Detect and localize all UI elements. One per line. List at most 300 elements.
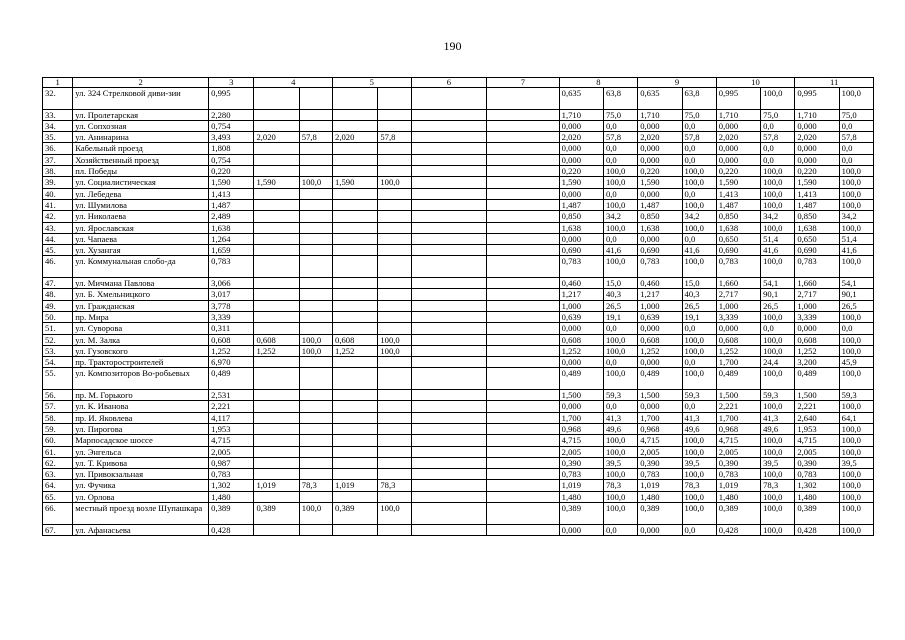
cell-col4-value <box>254 457 299 468</box>
cell-col9-percent: 26,5 <box>682 300 716 311</box>
cell-col8-percent: 100,0 <box>603 199 637 210</box>
cell-col9-value: 2,020 <box>638 132 682 143</box>
cell-col10-value: 1,413 <box>716 188 760 199</box>
cell-col8-value: 0,690 <box>559 245 603 256</box>
cell-col9-percent: 0,0 <box>682 233 716 244</box>
row-number: 42. <box>43 211 73 222</box>
cell-col11-percent: 100,0 <box>839 311 873 322</box>
column-number: 10 <box>716 78 795 88</box>
column-number: 8 <box>559 78 638 88</box>
cell-col8-value: 1,710 <box>559 109 603 120</box>
column-number: 3 <box>209 78 254 88</box>
street-name: ул. М. Залка <box>73 334 209 345</box>
row-number: 44. <box>43 233 73 244</box>
cell-col4-value <box>254 120 299 131</box>
cell-col9-percent: 0,0 <box>682 188 716 199</box>
cell-col10-percent: 100,0 <box>761 222 795 233</box>
cell-col5-value <box>333 300 378 311</box>
cell-col9-value: 0,460 <box>638 278 682 289</box>
cell-col9-percent: 100,0 <box>682 368 716 390</box>
cell-col4-value <box>254 368 299 390</box>
cell-col10-percent: 100,0 <box>761 188 795 199</box>
cell-col4-percent: 100,0 <box>299 502 332 524</box>
cell-col4-value <box>254 524 299 535</box>
cell-col10-percent: 34,2 <box>761 211 795 222</box>
cell-col6 <box>411 143 487 154</box>
cell-col10-value: 1,700 <box>716 412 760 423</box>
cell-col9-percent: 39,5 <box>682 457 716 468</box>
cell-col11-percent: 39,5 <box>839 457 873 468</box>
cell-col7 <box>487 199 560 210</box>
cell-col5-percent <box>378 524 411 535</box>
table-row <box>43 334 874 345</box>
row-number: 62. <box>43 457 73 468</box>
row-number: 48. <box>43 289 73 300</box>
cell-col7 <box>487 480 560 491</box>
cell-col11-percent: 100,0 <box>839 222 873 233</box>
row-number: 46. <box>43 256 73 278</box>
cell-col7 <box>487 300 560 311</box>
table-row <box>43 154 874 165</box>
cell-col5-value <box>333 245 378 256</box>
street-name: ул. Т. Кривова <box>73 457 209 468</box>
cell-col5-value <box>333 222 378 233</box>
cell-col8-percent: 0,0 <box>603 154 637 165</box>
cell-col7 <box>487 143 560 154</box>
cell-col9-value: 0,000 <box>638 524 682 535</box>
street-name: ул. Суворова <box>73 323 209 334</box>
cell-col8-value: 0,390 <box>559 457 603 468</box>
cell-col8-percent: 0,0 <box>603 143 637 154</box>
cell-col8-percent: 63,8 <box>603 88 637 110</box>
cell-col8-percent: 19,1 <box>603 311 637 322</box>
cell-col7 <box>487 166 560 177</box>
cell-col8-value: 2,020 <box>559 132 603 143</box>
cell-col6 <box>411 323 487 334</box>
cell-col5-value <box>333 120 378 131</box>
cell-col4-value <box>254 233 299 244</box>
cell-col10-percent: 100,0 <box>761 435 795 446</box>
cell-col5-percent <box>378 154 411 165</box>
cell-col3: 0,754 <box>209 154 254 165</box>
cell-col5-value <box>333 109 378 120</box>
cell-col8-value: 1,019 <box>559 480 603 491</box>
cell-col10-percent: 100,0 <box>761 401 795 412</box>
cell-col7 <box>487 177 560 188</box>
cell-col10-value: 0,000 <box>716 323 760 334</box>
cell-col4-percent <box>299 423 332 434</box>
cell-col5-value <box>333 256 378 278</box>
cell-col4-percent: 78,3 <box>299 480 332 491</box>
cell-col5-value <box>333 143 378 154</box>
cell-col3: 2,489 <box>209 211 254 222</box>
cell-col8-value: 0,000 <box>559 154 603 165</box>
cell-col8-percent: 49,6 <box>603 423 637 434</box>
cell-col8-value: 1,487 <box>559 199 603 210</box>
cell-col10-value: 3,339 <box>716 311 760 322</box>
cell-col7 <box>487 109 560 120</box>
table-row <box>43 457 874 468</box>
cell-col5-value <box>333 457 378 468</box>
cell-col4-value: 1,019 <box>254 480 299 491</box>
cell-col9-percent: 100,0 <box>682 334 716 345</box>
cell-col11-percent: 100,0 <box>839 256 873 278</box>
cell-col9-value: 1,500 <box>638 390 682 401</box>
cell-col8-percent: 78,3 <box>603 480 637 491</box>
cell-col6 <box>411 154 487 165</box>
cell-col10-percent: 41,3 <box>761 412 795 423</box>
cell-col11-value: 0,850 <box>795 211 839 222</box>
table-row <box>43 245 874 256</box>
row-number: 60. <box>43 435 73 446</box>
cell-col7 <box>487 401 560 412</box>
cell-col5-percent <box>378 401 411 412</box>
cell-col7 <box>487 334 560 345</box>
cell-col11-percent: 41,6 <box>839 245 873 256</box>
cell-col11-value: 0,783 <box>795 256 839 278</box>
table-body <box>43 88 874 536</box>
row-number: 38. <box>43 166 73 177</box>
cell-col9-percent: 15,0 <box>682 278 716 289</box>
street-name: ул. Социалистическая <box>73 177 209 188</box>
cell-col4-percent <box>299 390 332 401</box>
cell-col4-percent <box>299 166 332 177</box>
cell-col11-percent: 100,0 <box>839 166 873 177</box>
cell-col9-percent: 100,0 <box>682 256 716 278</box>
cell-col11-value: 1,480 <box>795 491 839 502</box>
cell-col11-percent: 64,1 <box>839 412 873 423</box>
cell-col6 <box>411 177 487 188</box>
cell-col10-percent: 100,0 <box>761 256 795 278</box>
cell-col5-value <box>333 188 378 199</box>
cell-col5-percent <box>378 390 411 401</box>
cell-col10-value: 1,710 <box>716 109 760 120</box>
cell-col4-percent <box>299 446 332 457</box>
cell-col6 <box>411 469 487 480</box>
cell-col8-value: 0,000 <box>559 233 603 244</box>
cell-col4-percent <box>299 211 332 222</box>
cell-col11-value: 1,660 <box>795 278 839 289</box>
cell-col8-value: 0,783 <box>559 469 603 480</box>
cell-col4-value <box>254 256 299 278</box>
cell-col5-value <box>333 412 378 423</box>
cell-col7 <box>487 289 560 300</box>
cell-col11-percent: 100,0 <box>839 435 873 446</box>
cell-col8-percent: 100,0 <box>603 368 637 390</box>
cell-col6 <box>411 457 487 468</box>
cell-col6 <box>411 491 487 502</box>
row-number: 63. <box>43 469 73 480</box>
cell-col4-value <box>254 199 299 210</box>
cell-col9-percent: 100,0 <box>682 199 716 210</box>
street-name: ул. Пирогова <box>73 423 209 434</box>
cell-col3: 6,970 <box>209 357 254 368</box>
cell-col8-percent: 100,0 <box>603 256 637 278</box>
cell-col10-value: 0,000 <box>716 120 760 131</box>
cell-col3: 0,489 <box>209 368 254 390</box>
cell-col11-percent: 90,1 <box>839 289 873 300</box>
cell-col5-value <box>333 233 378 244</box>
cell-col7 <box>487 457 560 468</box>
cell-col3: 1,953 <box>209 423 254 434</box>
cell-col8-value: 0,000 <box>559 323 603 334</box>
cell-col11-value: 0,650 <box>795 233 839 244</box>
cell-col11-value: 1,413 <box>795 188 839 199</box>
cell-col10-value: 0,389 <box>716 502 760 524</box>
cell-col3: 0,220 <box>209 166 254 177</box>
cell-col9-value: 0,783 <box>638 469 682 480</box>
cell-col3: 1,638 <box>209 222 254 233</box>
cell-col10-value: 0,428 <box>716 524 760 535</box>
cell-col4-value <box>254 446 299 457</box>
cell-col4-percent <box>299 256 332 278</box>
table-row <box>43 211 874 222</box>
cell-col8-value: 2,005 <box>559 446 603 457</box>
cell-col9-value: 0,608 <box>638 334 682 345</box>
cell-col7 <box>487 435 560 446</box>
cell-col6 <box>411 278 487 289</box>
cell-col11-value: 0,220 <box>795 166 839 177</box>
cell-col9-value: 0,783 <box>638 256 682 278</box>
cell-col8-value: 0,783 <box>559 256 603 278</box>
cell-col11-value: 0,000 <box>795 120 839 131</box>
cell-col11-percent: 100,0 <box>839 524 873 535</box>
row-number: 45. <box>43 245 73 256</box>
cell-col10-percent: 57,8 <box>761 132 795 143</box>
table-row <box>43 188 874 199</box>
cell-col8-percent: 100,0 <box>603 177 637 188</box>
cell-col4-value: 1,252 <box>254 345 299 356</box>
table-row <box>43 199 874 210</box>
cell-col9-value: 1,638 <box>638 222 682 233</box>
cell-col5-percent <box>378 256 411 278</box>
cell-col5-value <box>333 88 378 110</box>
table-row <box>43 446 874 457</box>
cell-col10-value: 0,000 <box>716 143 760 154</box>
street-name: пл. Победы <box>73 166 209 177</box>
cell-col9-percent: 75,0 <box>682 109 716 120</box>
cell-col8-percent: 100,0 <box>603 469 637 480</box>
cell-col4-percent <box>299 357 332 368</box>
cell-col11-percent: 100,0 <box>839 345 873 356</box>
cell-col11-percent: 100,0 <box>839 368 873 390</box>
cell-col9-percent: 100,0 <box>682 166 716 177</box>
cell-col5-value <box>333 289 378 300</box>
cell-col9-percent: 0,0 <box>682 323 716 334</box>
cell-col10-percent: 100,0 <box>761 524 795 535</box>
cell-col9-value: 1,019 <box>638 480 682 491</box>
row-number: 41. <box>43 199 73 210</box>
column-number: 11 <box>795 78 874 88</box>
cell-col10-percent: 100,0 <box>761 166 795 177</box>
cell-col10-percent: 54,1 <box>761 278 795 289</box>
row-number: 51. <box>43 323 73 334</box>
cell-col10-value: 0,220 <box>716 166 760 177</box>
street-name: ул. Гузовского <box>73 345 209 356</box>
cell-col10-value: 0,390 <box>716 457 760 468</box>
row-number: 57. <box>43 401 73 412</box>
row-number: 55. <box>43 368 73 390</box>
cell-col8-percent: 0,0 <box>603 188 637 199</box>
cell-col4-percent <box>299 154 332 165</box>
cell-col11-percent: 100,0 <box>839 423 873 434</box>
cell-col9-value: 0,000 <box>638 188 682 199</box>
cell-col11-percent: 100,0 <box>839 199 873 210</box>
cell-col5-percent: 100,0 <box>378 334 411 345</box>
cell-col5-percent <box>378 311 411 322</box>
cell-col10-percent: 41,6 <box>761 245 795 256</box>
cell-col8-percent: 59,3 <box>603 390 637 401</box>
cell-col11-percent: 34,2 <box>839 211 873 222</box>
cell-col3: 1,480 <box>209 491 254 502</box>
cell-col7 <box>487 245 560 256</box>
row-number: 66. <box>43 502 73 524</box>
cell-col4-percent <box>299 412 332 423</box>
row-number: 34. <box>43 120 73 131</box>
cell-col9-value: 4,715 <box>638 435 682 446</box>
cell-col9-value: 0,639 <box>638 311 682 322</box>
cell-col3: 1,487 <box>209 199 254 210</box>
cell-col11-value: 0,608 <box>795 334 839 345</box>
cell-col4-value <box>254 469 299 480</box>
cell-col5-percent <box>378 199 411 210</box>
cell-col10-percent: 0,0 <box>761 143 795 154</box>
cell-col11-percent: 100,0 <box>839 480 873 491</box>
cell-col8-value: 0,489 <box>559 368 603 390</box>
cell-col9-value: 0,390 <box>638 457 682 468</box>
cell-col3: 3,339 <box>209 311 254 322</box>
cell-col5-percent <box>378 435 411 446</box>
cell-col8-value: 0,000 <box>559 143 603 154</box>
cell-col6 <box>411 199 487 210</box>
cell-col10-percent: 100,0 <box>761 368 795 390</box>
cell-col10-percent: 100,0 <box>761 199 795 210</box>
cell-col9-percent: 0,0 <box>682 357 716 368</box>
cell-col3: 1,590 <box>209 177 254 188</box>
row-number: 40. <box>43 188 73 199</box>
cell-col10-value: 0,690 <box>716 245 760 256</box>
cell-col8-value: 1,217 <box>559 289 603 300</box>
cell-col8-percent: 100,0 <box>603 345 637 356</box>
cell-col5-value <box>333 390 378 401</box>
cell-col5-percent: 57,8 <box>378 132 411 143</box>
cell-col9-value: 0,635 <box>638 88 682 110</box>
cell-col10-value: 1,590 <box>716 177 760 188</box>
cell-col9-value: 1,252 <box>638 345 682 356</box>
cell-col7 <box>487 278 560 289</box>
cell-col8-value: 1,700 <box>559 412 603 423</box>
cell-col11-value: 0,000 <box>795 323 839 334</box>
cell-col8-value: 1,638 <box>559 222 603 233</box>
cell-col11-value: 1,487 <box>795 199 839 210</box>
cell-col4-value: 0,608 <box>254 334 299 345</box>
cell-col5-value <box>333 211 378 222</box>
street-name: пр. Тракторостроителей <box>73 357 209 368</box>
cell-col8-percent: 75,0 <box>603 109 637 120</box>
cell-col5-value <box>333 357 378 368</box>
cell-col6 <box>411 289 487 300</box>
cell-col10-percent: 100,0 <box>761 334 795 345</box>
cell-col8-value: 0,000 <box>559 357 603 368</box>
cell-col4-value <box>254 166 299 177</box>
cell-col9-percent: 0,0 <box>682 524 716 535</box>
street-name: ул. Чапаева <box>73 233 209 244</box>
cell-col3: 3,017 <box>209 289 254 300</box>
street-name: пр. М. Горького <box>73 390 209 401</box>
cell-col6 <box>411 311 487 322</box>
cell-col4-percent <box>299 469 332 480</box>
cell-col9-value: 0,000 <box>638 401 682 412</box>
cell-col11-value: 1,710 <box>795 109 839 120</box>
cell-col7 <box>487 524 560 535</box>
cell-col8-value: 0,968 <box>559 423 603 434</box>
cell-col3: 0,783 <box>209 256 254 278</box>
street-name: ул. 324 Стрелковой диви-зии <box>73 88 209 110</box>
cell-col11-value: 0,690 <box>795 245 839 256</box>
row-number: 37. <box>43 154 73 165</box>
cell-col6 <box>411 222 487 233</box>
cell-col10-percent: 100,0 <box>761 345 795 356</box>
row-number: 39. <box>43 177 73 188</box>
cell-col8-percent: 15,0 <box>603 278 637 289</box>
cell-col11-percent: 100,0 <box>839 469 873 480</box>
cell-col9-percent: 100,0 <box>682 345 716 356</box>
cell-col5-value <box>333 323 378 334</box>
cell-col5-percent <box>378 233 411 244</box>
cell-col4-value <box>254 278 299 289</box>
cell-col11-value: 1,252 <box>795 345 839 356</box>
cell-col10-percent: 26,5 <box>761 300 795 311</box>
row-number: 54. <box>43 357 73 368</box>
cell-col9-percent: 0,0 <box>682 143 716 154</box>
cell-col8-value: 0,639 <box>559 311 603 322</box>
cell-col6 <box>411 368 487 390</box>
cell-col4-percent <box>299 435 332 446</box>
cell-col9-value: 1,590 <box>638 177 682 188</box>
cell-col5-percent <box>378 143 411 154</box>
cell-col11-percent: 0,0 <box>839 154 873 165</box>
cell-col7 <box>487 357 560 368</box>
cell-col4-value <box>254 423 299 434</box>
table-row <box>43 143 874 154</box>
cell-col3: 0,389 <box>209 502 254 524</box>
cell-col5-percent <box>378 289 411 300</box>
cell-col9-percent: 100,0 <box>682 469 716 480</box>
cell-col10-percent: 78,3 <box>761 480 795 491</box>
cell-col4-value <box>254 211 299 222</box>
cell-col11-value: 3,339 <box>795 311 839 322</box>
cell-col5-percent <box>378 368 411 390</box>
cell-col4-percent <box>299 401 332 412</box>
cell-col4-value <box>254 245 299 256</box>
cell-col3: 4,117 <box>209 412 254 423</box>
cell-col8-value: 0,389 <box>559 502 603 524</box>
cell-col5-value <box>333 154 378 165</box>
cell-col8-percent: 0,0 <box>603 524 637 535</box>
cell-col8-value: 1,252 <box>559 345 603 356</box>
cell-col9-value: 1,000 <box>638 300 682 311</box>
cell-col11-value: 0,428 <box>795 524 839 535</box>
cell-col7 <box>487 132 560 143</box>
cell-col5-percent: 100,0 <box>378 177 411 188</box>
row-number: 33. <box>43 109 73 120</box>
cell-col11-percent: 51,4 <box>839 233 873 244</box>
column-number: 5 <box>333 78 412 88</box>
cell-col8-value: 1,480 <box>559 491 603 502</box>
cell-col5-percent <box>378 300 411 311</box>
cell-col5-value <box>333 524 378 535</box>
street-name: ул. Б. Хмельницкого <box>73 289 209 300</box>
